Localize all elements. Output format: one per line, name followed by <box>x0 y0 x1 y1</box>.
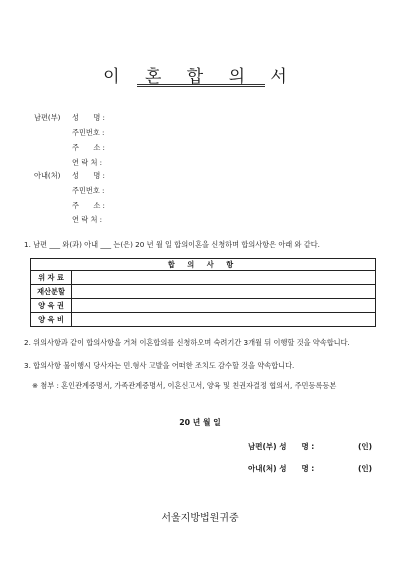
wife-signature-label: 아내(처) 성 명 : <box>248 464 315 473</box>
husband-seal: (인) <box>358 442 373 451</box>
row-label-child-support: 양 육 비 <box>31 313 72 327</box>
row-label-custody: 양 육 권 <box>31 299 72 313</box>
husband-contact-field: 연 락 처 : <box>72 158 103 167</box>
custody-cell <box>72 299 376 313</box>
husband-name-field: 성 명 : <box>72 113 105 122</box>
clause-3: 3. 합의사항 불이행시 당사자는 민.형사 고발을 어떠한 조치도 감수할 것을 약속합니다. <box>24 361 295 370</box>
husband-signature-label: 남편(부) 성 명 : <box>248 442 315 451</box>
agreement-table <box>30 258 376 327</box>
wife-contact-field: 연 락 처 : <box>72 215 103 224</box>
table-row <box>31 299 376 313</box>
date-line: 20 년 월 일 <box>179 418 221 427</box>
clause-2: 2. 위의사항과 같이 합의사항을 거쳐 이혼합의를 신청하오며 숙려기간 3개월 뒤 이행할 것을 약속합니다. <box>24 338 350 347</box>
document-title: 이 혼 합 의 서 <box>103 67 297 87</box>
table-row <box>31 313 376 327</box>
property-division-cell <box>72 285 376 299</box>
alimony-cell <box>72 271 376 285</box>
clause-1: 1. 남편 ___ 와(과) 아내 ___ 는(은) 20 년 월 일 합의이혼을 신청하며 합의사항은 아래 와 같다. <box>24 240 320 249</box>
attachment-note: ※ 첨부 : 혼인관계증명서, 가족관계증명서, 이혼신고서, 양육 및 친권자결정 협의서, 주민등록등본 <box>32 381 337 390</box>
table-row <box>31 285 376 299</box>
wife-address-field: 주 소 : <box>72 201 105 210</box>
wife-label: 아내(처) <box>34 171 61 180</box>
husband-id-field: 주민번호 : <box>72 128 105 137</box>
husband-address-field: 주 소 : <box>72 143 105 152</box>
row-label-alimony: 위 자 료 <box>31 271 72 285</box>
child-support-cell <box>72 313 376 327</box>
husband-label: 남편(부) <box>34 113 61 122</box>
court-recipient: 서울지방법원귀중 <box>161 513 239 524</box>
wife-id-field: 주민번호 : <box>72 186 105 195</box>
agreement-table-header: 합 의 사 항 <box>31 259 376 271</box>
table-row <box>31 271 376 285</box>
wife-seal: (인) <box>358 464 373 473</box>
title-underline-second <box>137 86 265 87</box>
title-underline <box>137 84 265 85</box>
wife-name-field: 성 명 : <box>72 171 105 180</box>
row-label-property-division: 재산분할 <box>31 285 72 299</box>
